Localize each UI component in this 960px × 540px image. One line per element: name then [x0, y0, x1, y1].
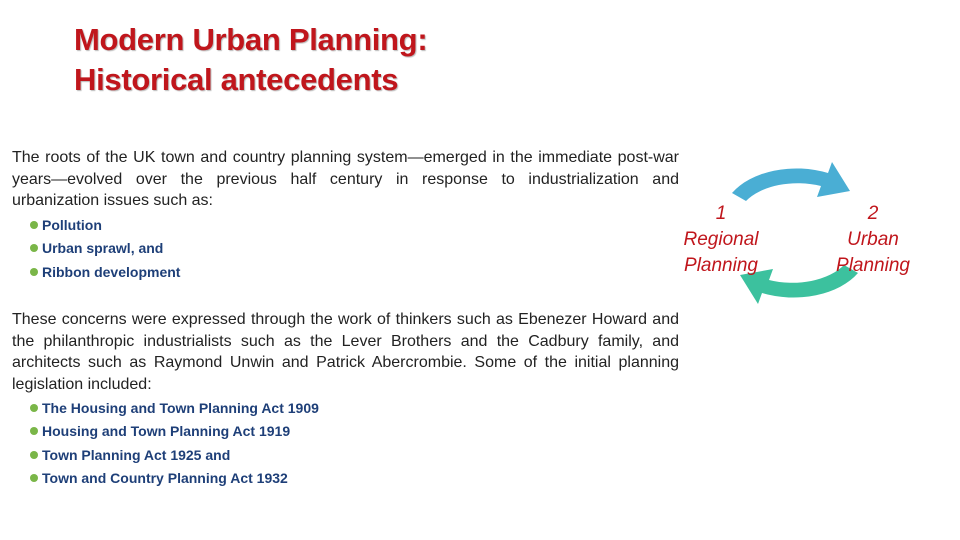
title-line-2: Historical antecedents [74, 62, 399, 97]
cycle-node-regional-planning [646, 201, 796, 279]
list-item [30, 444, 319, 467]
legislation-list [30, 397, 319, 490]
list-item-label: The Housing and Town Planning Act 1909 [42, 400, 319, 416]
list-item-label: Housing and Town Planning Act 1919 [42, 423, 291, 440]
node-number: 2 [867, 203, 879, 224]
list-item [30, 237, 180, 260]
bullet-dot-icon [30, 268, 38, 276]
node-label-line-1: Urban [847, 229, 899, 250]
list-item [30, 420, 319, 443]
list-item-label: Ribbon development [42, 263, 181, 280]
issues-list [30, 214, 180, 284]
list-item [30, 397, 319, 420]
bullet-dot-icon [30, 404, 38, 412]
list-item [30, 467, 319, 490]
list-item-label: Town Planning Act 1925 and [42, 446, 231, 463]
bullet-dot-icon [30, 474, 38, 482]
node-number: 1 [715, 203, 727, 224]
node-label-line-2: Planning [684, 255, 758, 276]
list-item [30, 214, 180, 237]
node-label-line-1: Regional [683, 229, 759, 250]
title-line-1: Modern Urban Planning: [74, 22, 428, 57]
intro-paragraph: The roots of the UK town and country planning system—emerged in the immediate post-war years—evolved over the previous half century in response to industrialization and urbanization issues such as: [12, 149, 679, 209]
list-item-label: Pollution [42, 217, 102, 233]
cycle-node-urban-planning [798, 201, 948, 279]
slide-title [74, 20, 427, 100]
list-item-label: Urban sprawl, and [42, 240, 164, 257]
concerns-paragraph: These concerns were expressed through the work of thinkers such as Ebenezer Howard and the philanthropic industrialists such as the Lever Brothers and the Cadbury family, and architects such as Raymond Unwin and Patrick Abercrombie. Some of the initial planning legislation included: [12, 311, 679, 393]
bullet-dot-icon [30, 221, 38, 229]
bullet-dot-icon [30, 451, 38, 459]
top-arrow-icon [732, 162, 850, 201]
node-label-line-2: Planning [836, 255, 910, 276]
bullet-dot-icon [30, 427, 38, 435]
list-item-label: Town and Country Planning Act 1932 [42, 469, 288, 486]
list-item [30, 261, 180, 284]
bullet-dot-icon [30, 244, 38, 252]
